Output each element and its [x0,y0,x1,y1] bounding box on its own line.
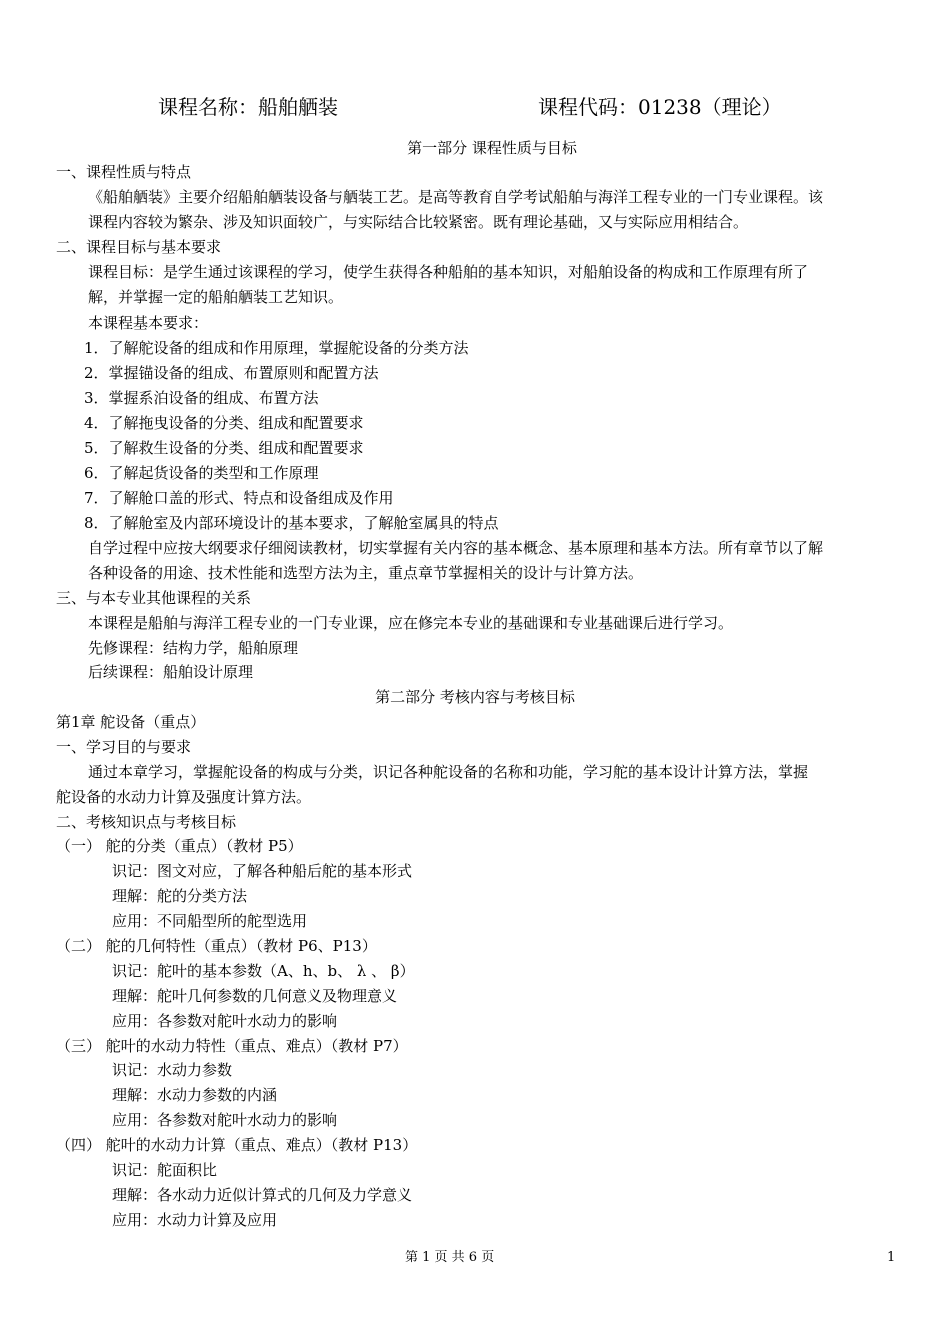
list-item: 5．了解救生设备的分类、组成和配置要求 [84,439,364,457]
section-heading: 三、与本专业其他课程的关系 [56,589,252,607]
topic-heading: （一） 舵的分类（重点）（教材 P5） [56,837,303,855]
section-heading: 一、学习目的与要求 [56,738,192,756]
chapter-heading: 第1章 舵设备（重点） [56,713,206,731]
course-code: 课程代码：01238（理论） [538,95,782,119]
topic-line: 识记：舵叶的基本参数（A、h、b、 λ 、 β） [112,962,415,980]
paragraph-line: 本课程基本要求： [88,314,209,332]
topic-line: 理解：各水动力近似计算式的几何及力学意义 [112,1186,413,1204]
section-heading: 二、考核知识点与考核目标 [56,813,237,831]
topic-line: 应用：不同船型所的舵型选用 [112,912,308,930]
topic-heading: （二） 舵的几何特性（重点）（教材 P6、P13） [56,937,377,955]
topic-heading: （四） 舵叶的水动力计算（重点、难点）（教材 P13） [56,1136,418,1154]
page-footer: 第 1 页 共 6 页 [405,1250,495,1265]
list-item: 3．掌握系泊设备的组成、布置方法 [84,389,319,407]
topic-line: 应用：各参数对舵叶水动力的影响 [112,1012,338,1030]
topic-line: 理解：水动力参数的内涵 [112,1086,278,1104]
paragraph-line: 先修课程：结构力学，船舶原理 [88,639,299,657]
paragraph-line: 各种设备的用途、技术性能和选型方法为主，重点章节掌握相关的设计与计算方法。 [88,564,644,582]
topic-line: 识记：舵面积比 [112,1161,218,1179]
section-heading: 一、课程性质与特点 [56,163,192,181]
topic-line: 理解：舵的分类方法 [112,887,248,905]
topic-line: 应用：各参数对舵叶水动力的影响 [112,1111,338,1129]
topic-line: 识记：图文对应，了解各种船后舵的基本形式 [112,862,413,880]
paragraph-line: 自学过程中应按大纲要求仔细阅读教材，切实掌握有关内容的基本概念、基本原理和基本方法。所有章节以了解 [88,539,824,557]
list-item: 6．了解起货设备的类型和工作原理 [84,464,319,482]
part1-heading: 第一部分 课程性质与目标 [407,139,577,157]
paragraph-line: 舵设备的水动力计算及强度计算方法。 [56,788,312,806]
part2-heading: 第二部分 考核内容与考核目标 [375,688,575,706]
topic-line: 理解：舵叶几何参数的几何意义及物理意义 [112,987,398,1005]
section-heading: 二、课程目标与基本要求 [56,238,222,256]
paragraph-line: 课程内容较为繁杂、涉及知识面较广，与实际结合比较紧密。既有理论基础，又与实际应用相结合。 [88,213,749,231]
topic-line: 应用：水动力计算及应用 [112,1211,278,1229]
paragraph-line: 通过本章学习，掌握舵设备的构成与分类，识记各种舵设备的名称和功能，学习舵的基本设计计算方法，掌握 [88,763,809,781]
paragraph-line: 本课程是船舶与海洋工程专业的一门专业课，应在修完本专业的基础课和专业基础课后进行学习。 [88,614,734,632]
list-item: 1．了解舵设备的组成和作用原理，掌握舵设备的分类方法 [84,339,469,357]
topic-heading: （三） 舵叶的水动力特性（重点、难点）（教材 P7） [56,1037,408,1055]
list-item: 7．了解舱口盖的形式、特点和设备组成及作用 [84,489,394,507]
course-name: 课程名称：船舶舾装 [158,95,338,119]
paragraph-line: 解，并掌握一定的船舶舾装工艺知识。 [88,288,344,306]
list-item: 4．了解拖曳设备的分类、组成和配置要求 [84,414,364,432]
list-item: 8．了解舱室及内部环境设计的基本要求，了解舱室属具的特点 [84,514,499,532]
page-number: 1 [887,1250,896,1265]
paragraph-line: 《船舶舾装》主要介绍船舶舾装设备与舾装工艺。是高等教育自学考试船舶与海洋工程专业的一门专业课程。该 [88,188,824,206]
topic-line: 识记：水动力参数 [112,1061,233,1079]
paragraph-line: 后续课程：船舶设计原理 [88,663,254,681]
list-item: 2．掌握锚设备的组成、布置原则和配置方法 [84,364,379,382]
paragraph-line: 课程目标：是学生通过该课程的学习，使学生获得各种船舶的基本知识，对船舶设备的构成和工作原理有所了 [88,263,809,281]
